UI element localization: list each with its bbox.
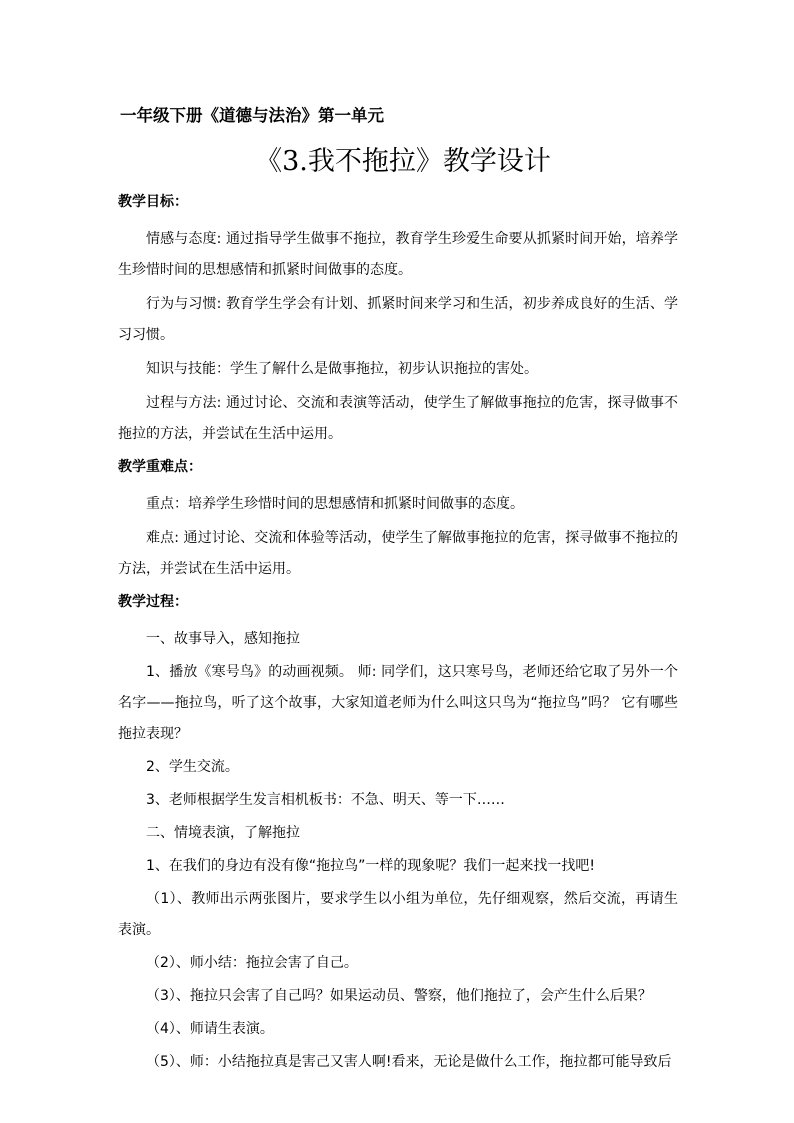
process-paragraph: 2、学生交流。 <box>146 759 239 775</box>
process-paragraph: 1、播放《寒号鸟》的动画视频。 师: 同学们，这只寒号鸟，老师还给它取了另外一个名字——拖拉鸟，听了这个故事，大家知道老师为什么叫这只鸟为“拖拉鸟”吗？ 它有哪些拖拉表现？ <box>118 664 678 742</box>
process-paragraph: 二、情境表演，了解拖拉 <box>146 825 300 841</box>
process-paragraph: （5）、师：小结拖拉真是害己又害人啊!看来，无论是做什么工作，拖拉都可能导致后 <box>146 1054 672 1070</box>
key-point-paragraph: 重点：培养学生珍惜时间的思想感情和抓紧时间做事的态度。 <box>146 496 524 512</box>
objective-paragraph: 过程与方法: 通过讨论、交流和表演等活动，使学生了解做事拖拉的危害，探寻做事不拖拉的方法，并尝试在生活中运用。 <box>118 395 678 442</box>
objective-paragraph: 知识与技能：学生了解什么是做事拖拉，初步认识拖拉的害处。 <box>146 361 538 377</box>
document-title: 《3.我不拖拉》教学设计 <box>255 146 551 177</box>
process-paragraph: （3）、拖拉只会害了自己吗？如果运动员、警察，他们拖拉了，会产生什么后果？ <box>146 988 652 1004</box>
document-series: 一年级下册《道德与法治》第一单元 <box>120 106 384 125</box>
section-heading-key-points: 教学重难点： <box>118 459 202 475</box>
process-paragraph: （2）、师小结：拖拉会害了自己。 <box>146 955 358 971</box>
process-paragraph: 1、在我们的身边有没有像“拖拉鸟”一样的现象呢？我们一起来找一找吧! <box>146 858 596 874</box>
key-point-paragraph: 难点: 通过讨论、交流和体验等活动，使学生了解做事拖拉的危害，探寻做事不拖拉的方法，并尝试在生活中运用。 <box>118 530 678 577</box>
process-paragraph: （4）、师请生表演。 <box>146 1021 274 1037</box>
section-heading-objectives: 教学目标： <box>118 194 188 210</box>
section-heading-process: 教学过程： <box>118 594 188 610</box>
process-paragraph: （1）、教师出示两张图片，要求学生以小组为单位，先仔细观察，然后交流，再请生表演。 <box>118 891 678 938</box>
process-paragraph: 3、老师根据学生发言相机板书：不急、明天、等一下…… <box>146 792 505 808</box>
objective-paragraph: 行为与习惯: 教育学生学会有计划、抓紧时间来学习和生活，初步养成良好的生活、学习习惯。 <box>118 296 678 343</box>
objective-paragraph: 情感与态度: 通过指导学生做事不拖拉，教育学生珍爱生命要从抓紧时间开始，培养学生珍惜时间的思想感情和抓紧时间做事的态度。 <box>118 231 678 278</box>
process-paragraph: 一、故事导入，感知拖拉 <box>146 631 300 647</box>
